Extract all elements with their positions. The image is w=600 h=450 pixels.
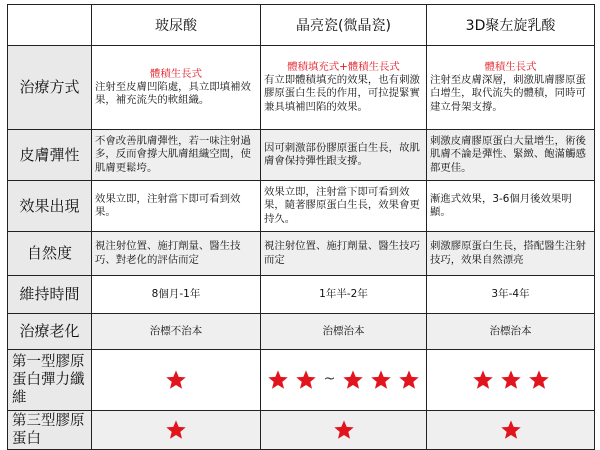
star-rating xyxy=(430,369,591,391)
star-icon xyxy=(342,369,364,391)
rating-cell xyxy=(261,411,427,450)
table-row xyxy=(8,46,595,130)
row-label-anti-aging: 治療老化 xyxy=(8,314,92,350)
cell-text: 有立即體積填充的效果，也有刺激膠原蛋白生長的作用，可拉提緊實兼具填補凹陷的效果。 xyxy=(264,73,420,113)
table-row xyxy=(8,232,595,276)
star-icon xyxy=(500,419,522,441)
table-cell: 不會改善肌膚彈性，若一味注射過多，反而會撐大肌膚組織空間，使肌膚更鬆垮。 xyxy=(92,130,261,181)
table-cell: 效果立即，注射當下即可看到效果。 xyxy=(92,181,261,232)
table-cell: 因可刺激部份膠原蛋白生長，故肌膚會保持彈性跟支撐。 xyxy=(261,130,427,181)
range-tilde: ~ xyxy=(323,371,336,388)
row-label-effect-onset: 效果出現 xyxy=(8,181,92,232)
table-cell: 視注射位置、施打劑量、醫生技巧而定 xyxy=(261,232,427,276)
star-icon xyxy=(398,369,420,391)
row-label-skin-elasticity: 皮膚彈性 xyxy=(8,130,92,181)
table-cell: 3年-4年 xyxy=(427,276,595,314)
table-cell xyxy=(261,46,427,130)
star-rating xyxy=(264,369,423,391)
row-label-type3-collagen: 第三型膠原蛋白 xyxy=(8,411,92,450)
table-cell: 刺激皮膚膠原蛋白大量增生，術後肌膚不論是彈性、緊緻、飽滿觸感都更佳。 xyxy=(427,130,595,181)
table-cell: 視注射位置、施打劑量、醫生技巧、對老化的評估而定 xyxy=(92,232,261,276)
star-rating xyxy=(95,419,257,441)
table-cell: 漸進式效果，3-6個月後效果明顯。 xyxy=(427,181,595,232)
rating-cell xyxy=(92,350,261,411)
method-tag: 體積生長式 xyxy=(484,60,537,73)
table-cell: 刺激膠原蛋白生長，搭配醫生注射技巧，效果自然漂亮 xyxy=(427,232,595,276)
star-icon xyxy=(500,369,522,391)
row-label-naturalness: 自然度 xyxy=(8,232,92,276)
table-row xyxy=(8,181,595,232)
star-icon xyxy=(165,419,187,441)
header-plla: 3D聚左旋乳酸 xyxy=(427,5,595,46)
star-icon xyxy=(267,369,289,391)
table-cell: 治標治本 xyxy=(261,314,427,350)
star-icon xyxy=(165,369,187,391)
table-cell xyxy=(427,46,595,130)
cell-text: 注射至皮膚深層，刺激肌膚膠原蛋白增生，取代流失的體積，同時可建立骨架支撐。 xyxy=(430,73,586,113)
row-label-duration: 維持時間 xyxy=(8,276,92,314)
table-row xyxy=(8,350,595,411)
star-icon xyxy=(472,369,494,391)
method-tag: 體積填充式+體積生長式 xyxy=(287,60,400,73)
star-icon xyxy=(370,369,392,391)
table-row xyxy=(8,411,595,450)
star-rating xyxy=(430,419,591,441)
star-icon xyxy=(528,369,550,391)
table-cell: 效果立即，注射當下即可看到效果，隨著膠原蛋白生長，效果會更持久。 xyxy=(261,181,427,232)
star-icon xyxy=(333,419,355,441)
cell-text: 注射至皮膚凹陷處，具立即填補效果，補充流失的軟組織。 xyxy=(95,80,251,106)
comparison-table-wrapper xyxy=(7,4,595,450)
method-tag: 體積生長式 xyxy=(150,67,202,80)
star-icon xyxy=(295,369,317,391)
rating-cell xyxy=(427,350,595,411)
table-cell: 治標不治本 xyxy=(92,314,261,350)
table-row xyxy=(8,130,595,181)
row-label-type1-collagen: 第一型膠原蛋白彈力纖維 xyxy=(8,350,92,411)
header-hyaluronic-acid: 玻尿酸 xyxy=(92,5,261,46)
table-row xyxy=(8,314,595,350)
star-rating xyxy=(95,369,257,391)
row-label-treatment-method: 治療方式 xyxy=(8,46,92,130)
header-row xyxy=(8,5,595,46)
rating-cell xyxy=(261,350,427,411)
table-cell: 8個月-1年 xyxy=(92,276,261,314)
comparison-table xyxy=(7,4,595,450)
table-cell: 1年半-2年 xyxy=(261,276,427,314)
rating-cell xyxy=(427,411,595,450)
rating-cell xyxy=(92,411,261,450)
table-row xyxy=(8,276,595,314)
header-crystal-porcelain: 晶亮瓷(微晶瓷) xyxy=(261,5,427,46)
table-cell xyxy=(92,46,261,130)
star-rating xyxy=(264,419,423,441)
table-cell: 治標治本 xyxy=(427,314,595,350)
header-corner xyxy=(8,5,92,46)
